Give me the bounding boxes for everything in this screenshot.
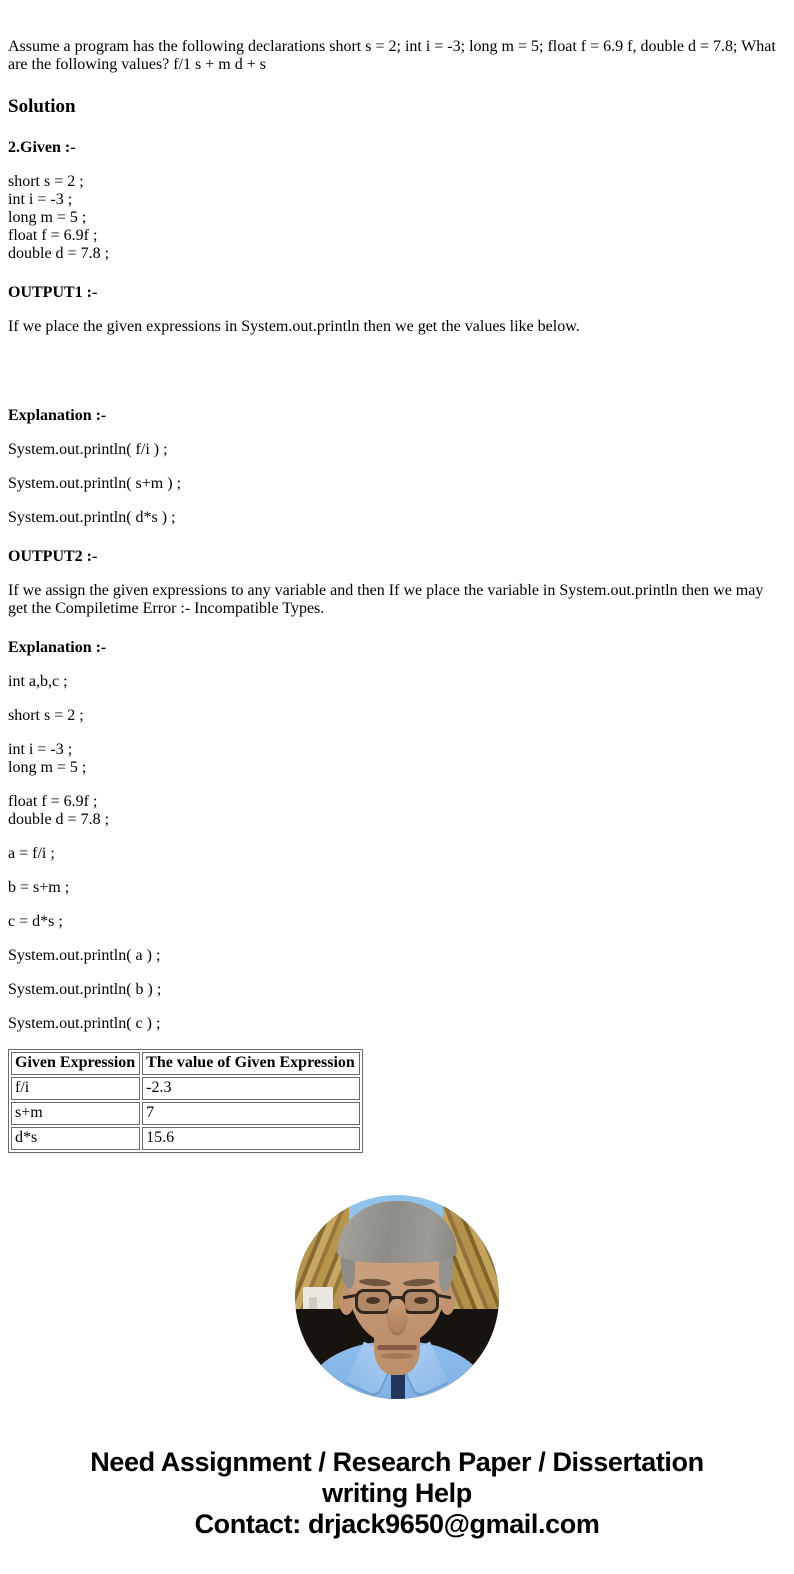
table-cell-value: 15.6 [142, 1127, 360, 1150]
code-line: int i = -3 ; [8, 191, 73, 208]
contact-banner-line2: writing Help [322, 1478, 472, 1508]
contact-banner [8, 1447, 786, 1540]
code-statement: System.out.println( c ) ; [8, 1015, 161, 1032]
code-line: int i = -3 ; [8, 741, 73, 758]
code-statement: short s = 2 ; [8, 707, 84, 724]
code-line: float f = 6.9f ; [8, 227, 98, 244]
code-statement: c = d*s ; [8, 913, 63, 930]
code-line: float f = 6.9f ; [8, 793, 98, 810]
photo-nose [388, 1299, 406, 1333]
blank-space [8, 352, 786, 386]
table-header-value: The value of Given Expression [142, 1052, 360, 1075]
code-statement-group [8, 793, 786, 829]
photo-mouth [377, 1345, 417, 1350]
table-cell-expression: f/i [11, 1077, 140, 1100]
table-row [11, 1127, 360, 1150]
code-line: short s = 2 ; [8, 173, 84, 190]
code-line: long m = 5 ; [8, 209, 87, 226]
contact-banner-line3: Contact: drjack9650@gmail.com [194, 1509, 600, 1539]
output1-heading: OUTPUT1 :- [8, 284, 98, 301]
photo-tie [391, 1371, 405, 1399]
code-line: long m = 5 ; [8, 759, 87, 776]
table-row [11, 1102, 360, 1125]
photo-glasses-lens [402, 1289, 439, 1314]
photo-chin-shadow [381, 1353, 413, 1359]
code-line: double d = 7.8 ; [8, 245, 110, 262]
code-statement: System.out.println( a ) ; [8, 947, 161, 964]
code-line: double d = 7.8 ; [8, 811, 110, 828]
photo-glasses-lens [355, 1289, 392, 1314]
photo-hair [337, 1201, 457, 1263]
table-header-expression: Given Expression [11, 1052, 140, 1075]
question-text: Assume a program has the following declarations short s = 2; int i = -3; long m = 5; float f = 6.9 f, double d = 7.8; What are the following values? f/1 s + m d + s [8, 38, 776, 73]
code-statement-group [8, 741, 786, 777]
expression-value-table [8, 1049, 363, 1153]
table-cell-expression: d*s [11, 1127, 140, 1150]
document [8, 38, 786, 1566]
given-heading: 2.Given :- [8, 139, 76, 156]
given-code-block [8, 173, 786, 263]
explanation1-heading: Explanation :- [8, 407, 107, 424]
code-statement: System.out.println( s+m ) ; [8, 475, 182, 492]
bottom-whitespace [8, 1540, 786, 1566]
code-statement: b = s+m ; [8, 879, 70, 896]
table-cell-value: 7 [142, 1102, 360, 1125]
contact-banner-line1: Need Assignment / Research Paper / Dissertation [90, 1447, 704, 1477]
code-statement: System.out.println( f/i ) ; [8, 441, 168, 458]
code-statement: System.out.println( d*s ) ; [8, 509, 176, 526]
code-statement: a = f/i ; [8, 845, 55, 862]
table-row [11, 1077, 360, 1100]
output1-text: If we place the given expressions in System.out.println then we get the values like below. [8, 318, 580, 335]
code-statement: int a,b,c ; [8, 673, 68, 690]
explanation2-heading: Explanation :- [8, 639, 107, 656]
code-statement: System.out.println( b ) ; [8, 981, 162, 998]
table-cell-value: -2.3 [142, 1077, 360, 1100]
table-header-row [11, 1052, 360, 1075]
output2-heading: OUTPUT2 :- [8, 548, 98, 565]
instructor-photo [295, 1195, 499, 1399]
output2-text: If we assign the given expressions to any variable and then If we place the variable in System.out.println then we may get the Compiletime Error :- Incompatible Types. [8, 582, 764, 617]
solution-heading: Solution [8, 96, 76, 117]
table-cell-expression: s+m [11, 1102, 140, 1125]
